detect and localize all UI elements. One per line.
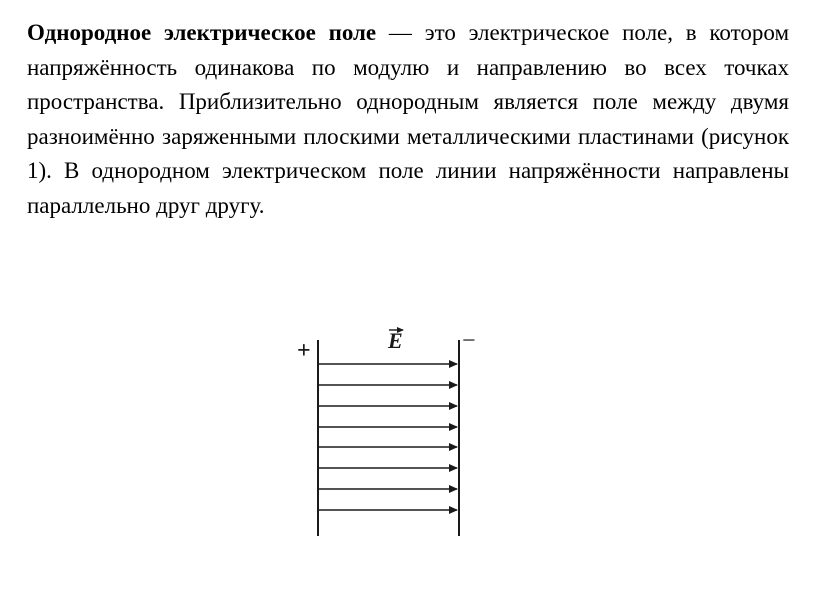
minus-sign: − [462, 328, 476, 354]
defined-term: Однородное электрическое поле [27, 20, 377, 45]
definition-paragraph [27, 16, 789, 223]
field-vector-label: E [388, 328, 403, 353]
definition-text: — это электрическое поле, в котором напряжённость одинакова по модулю и направлению во всех точках пространства. Приблизительно однородным является поле между двумя разноимённо заряженными плоскими металлическими пластинами (рисунок 1). В однородном электрическом поле линии напряжённости направлены параллельно друг другу. [27, 20, 789, 218]
field-lines [318, 364, 457, 510]
plus-sign: + [297, 338, 311, 364]
uniform-field-figure [260, 318, 500, 543]
field-diagram [260, 318, 500, 543]
